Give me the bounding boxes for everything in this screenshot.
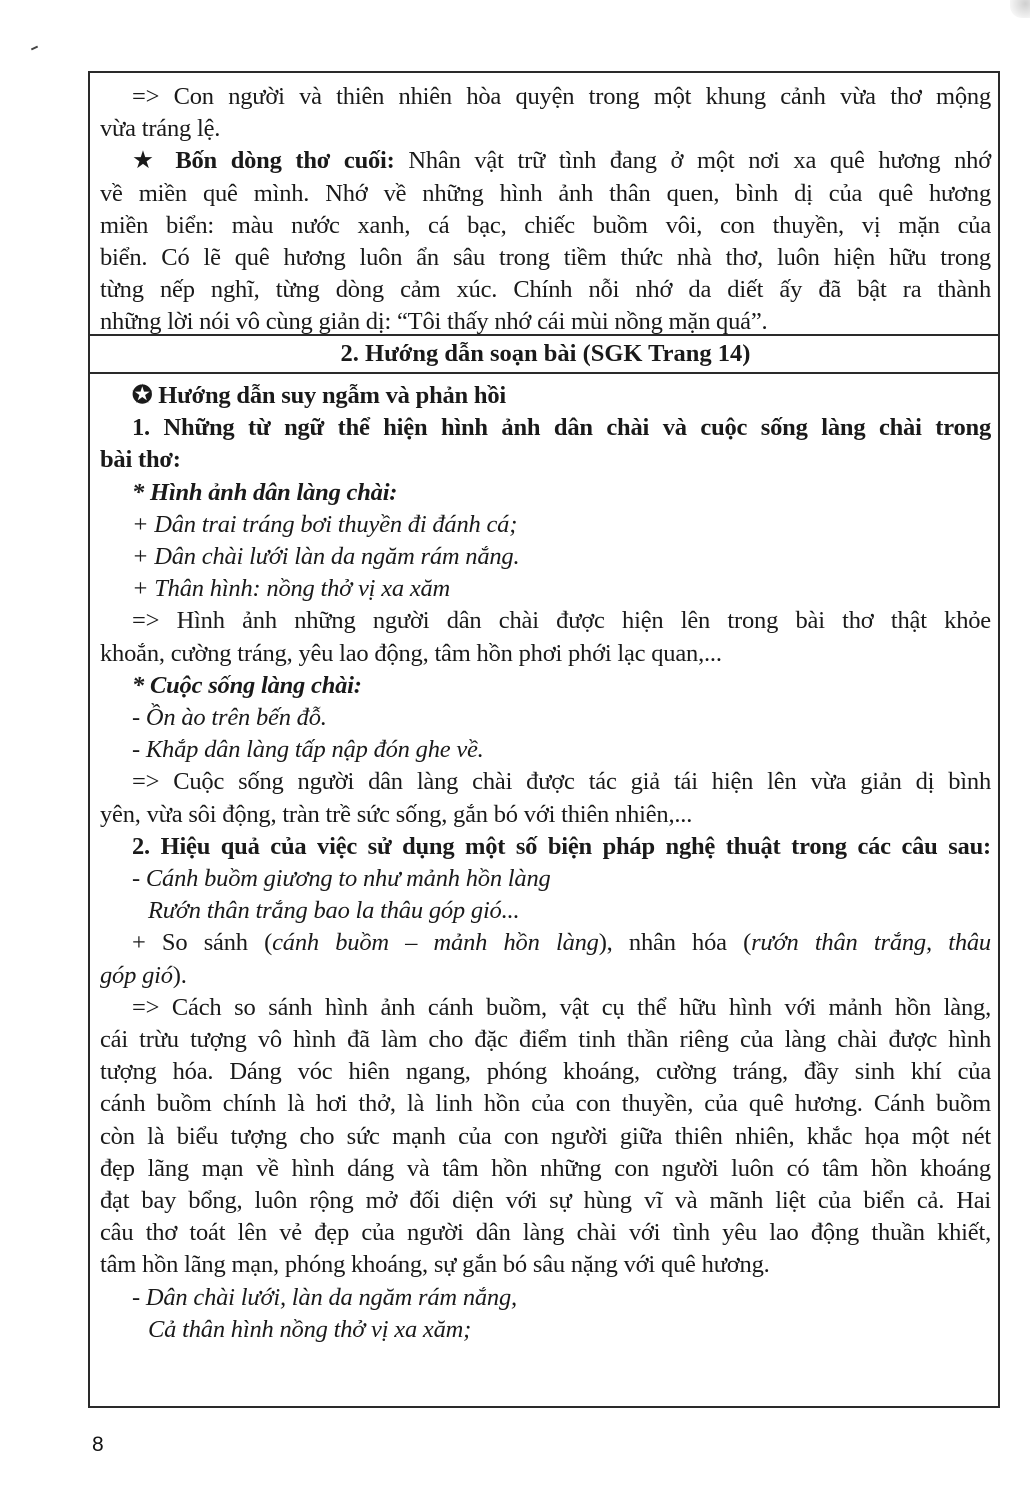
life-conclusion-cont: yên, vừa sôi động, tràn trề sức sống, gắn bó với thiên nhiên,... xyxy=(100,800,693,828)
villagers-label: * Hình ảnh dân làng chài: xyxy=(132,478,398,506)
life-label: * Cuộc sống làng chài: xyxy=(132,671,362,699)
analysis-line: câu thơ toát lên vẻ đẹp của người dân làng chài với tình yêu lao động thuần khiết, xyxy=(100,1219,991,1247)
life-item: - Khắp dân làng tấp nập đón ghe về. xyxy=(132,736,484,764)
question-1-title-cont: bài thơ: xyxy=(100,446,181,474)
life-item: - Ồn ào trên bến đỗ. xyxy=(132,704,327,732)
verse-line: Cả thân hình nồng thở vị xa xăm; xyxy=(148,1315,472,1343)
question-2-title: 2. Hiệu quả của việc sử dụng một số biện pháp nghệ thuật trong các câu sau: xyxy=(132,832,991,860)
villagers-conclusion-cont: khoắn, cường tráng, yêu lao động, tâm hồn phơi phới lạc quan,... xyxy=(100,639,722,667)
guide-title: Hướng dẫn suy ngẫm và phản hồi xyxy=(158,382,506,409)
star-circle-icon: ✪ xyxy=(132,382,153,409)
analysis-line: tâm hồn lãng mạn, phóng khoáng, sự gắn bó sâu nặng với quê hương. xyxy=(100,1251,770,1279)
conclusion-line: => Con người và thiên nhiên hòa quyện trong một khung cảnh vừa thơ mộng xyxy=(132,83,991,110)
villagers-item: + Dân trai tráng bơi thuyền đi đánh cá; xyxy=(132,510,518,538)
analysis-line: tượng hóa. Dáng vóc hiên ngang, phóng khoáng, cường tráng, đầy sinh khí của xyxy=(100,1058,991,1086)
villagers-item: + Thân hình: nồng thở vị xa xăm xyxy=(132,575,451,603)
content-table xyxy=(88,71,1000,1408)
last-four-lines-label: Bốn dòng thơ cuối: xyxy=(175,147,395,175)
devices-line-cont: góp gió). xyxy=(100,961,187,989)
verse-line: Rướn thân trắng bao la thâu góp gió... xyxy=(148,897,520,925)
last-four-lines-paragraph-start: ★ Bốn dòng thơ cuối: Nhân vật trữ tình đang ở một nơi xa quê hương nhớ xyxy=(132,147,991,175)
paragraph-line: biển. Có lẽ quê hương luôn ẩn sâu trong tiềm thức nhà thơ, luôn hiện hữu trong xyxy=(100,244,991,272)
devices-line: + So sánh (cánh buồm – mảnh hồn làng), nhân hóa (rướn thân trắng, thâu xyxy=(132,929,991,957)
scan-corner-shadow xyxy=(1010,0,1030,18)
guide-title-line xyxy=(100,380,991,412)
paragraph-line: về miền quê mình. Nhớ về những hình ảnh thân quen, bình dị của quê hương xyxy=(100,179,991,207)
analysis-line: đẹp lãng mạn về hình dáng và tâm hồn những con người luôn có tâm hồn khoáng xyxy=(100,1154,991,1182)
analysis-line: còn là biểu tượng cho sức mạnh của con người giữa thiên nhiên, khắc họa một nét xyxy=(100,1122,991,1150)
section-heading-row xyxy=(90,336,998,374)
star-icon: ★ xyxy=(132,147,162,175)
paragraph-line: miền biển: màu nước xanh, cá bạc, chiếc buồm vôi, con thuyền, vị mặn của xyxy=(100,211,991,239)
villagers-item: + Dân chài lưới làn da ngăm rám nắng. xyxy=(132,543,520,571)
verse-line: - Cánh buồm giương to như mảnh hồn làng xyxy=(132,865,551,893)
page-number: 8 xyxy=(92,1433,104,1456)
analysis-line: đạt bay bổng, luôn rộng mở đối diện với sự hùng vĩ và mãnh liệt của biển cả. Hai xyxy=(100,1187,991,1215)
verse-line: - Dân chài lưới, làn da ngăm rám nắng, xyxy=(132,1283,517,1311)
analysis-line: => Cách so sánh hình ảnh cánh buồm, vật cụ thể hữu hình với mảnh hồn làng, xyxy=(132,993,991,1021)
question-1-title: 1. Những từ ngữ thể hiện hình ảnh dân chài và cuộc sống làng chài trong xyxy=(132,414,991,442)
analysis-line: cái trừu tượng vô hình đã làm cho đặc điểm tinh thần riêng của làng chài được hình xyxy=(100,1026,991,1054)
paragraph-line: những lời nói vô cùng giản dị: “Tôi thấy nhớ cái mùi nồng mặn quá”. xyxy=(100,308,768,336)
scan-speck xyxy=(31,46,38,51)
personification-example: rướn thân trắng, thâu xyxy=(751,929,991,957)
villagers-conclusion: => Hình ảnh những người dân chài được hiện lên trong bài thơ thật khỏe xyxy=(132,607,991,635)
paragraph-line: từng nếp nghĩ, từng dòng cảm xúc. Chính nỗi nhớ da diết ấy đã bật ra thành xyxy=(100,276,991,304)
life-conclusion: => Cuộc sống người dân làng chài được tác giả tái hiện lên vừa giản dị bình xyxy=(132,768,991,796)
comparison-example: cánh buồm – mảnh hồn làng xyxy=(272,929,599,957)
conclusion-line: vừa tráng lệ. xyxy=(100,115,221,143)
analysis-line: cánh buồm chính là hơi thở, là linh hồn của con thuyền, của quê hương. Cánh buồm xyxy=(100,1090,991,1118)
poem-analysis-cell xyxy=(90,73,998,336)
section-heading: 2. Hướng dẫn soạn bài (SGK Trang 14) xyxy=(340,340,751,367)
lesson-guide-cell xyxy=(90,374,998,1406)
